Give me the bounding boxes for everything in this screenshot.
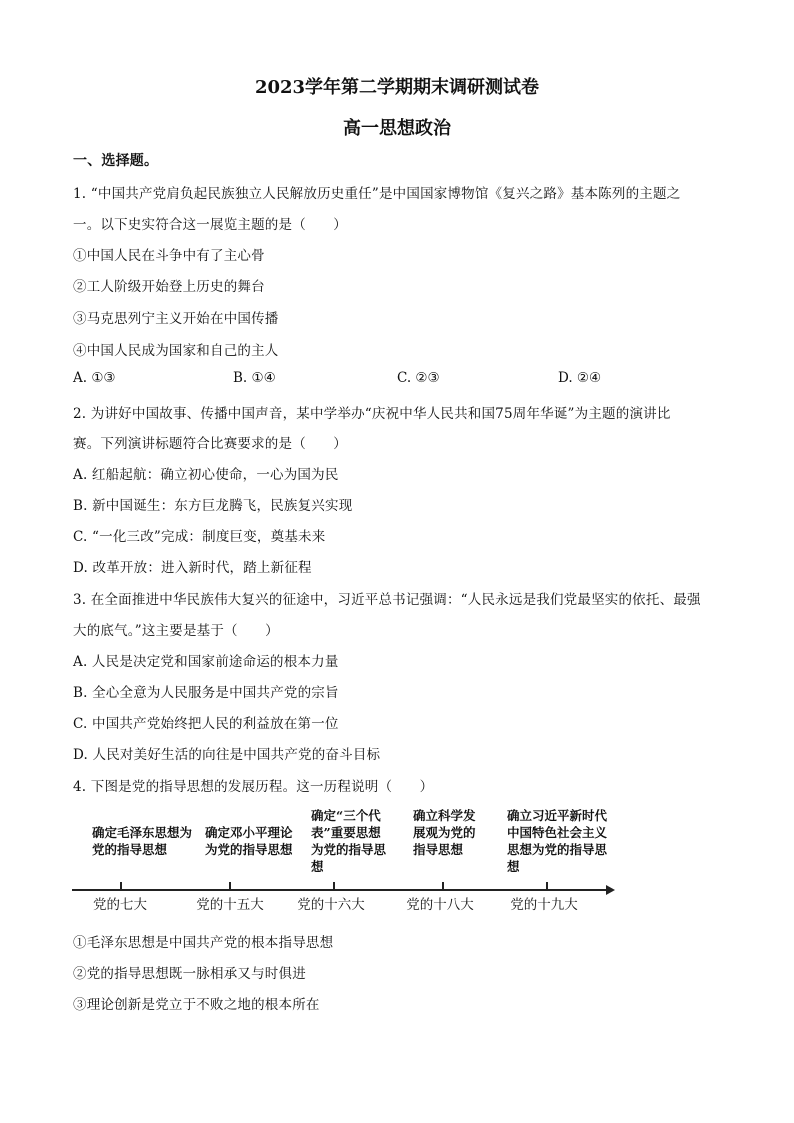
option-c: C. “一化三改”完成：制度巨变，奠基未来 <box>73 529 326 545</box>
statement-item: ①毛泽东思想是中国共产党的根本指导思想 <box>73 935 334 951</box>
congress-label: 党的十八大 <box>406 897 474 913</box>
congress-label: 党的十九大 <box>510 897 578 913</box>
statement-item: ①中国人民在斗争中有了主心骨 <box>73 248 265 264</box>
question-text: 赛。下列演讲标题符合比赛要求的是（ ） <box>73 436 347 452</box>
timeline-tick <box>229 882 231 890</box>
option-c: C. ②③ <box>397 370 440 386</box>
statement-item: ③马克思列宁主义开始在中国传播 <box>73 311 279 327</box>
timeline-label: 确定邓小平理论为党的指导思想 <box>205 825 293 857</box>
statement-item: ②党的指导思想既一脉相承又与时俱进 <box>73 966 306 982</box>
question-text: 4. 下图是党的指导思想的发展历程。这一历程说明（ ） <box>73 779 434 795</box>
option-a: A. 红船起航：确立初心使命，一心为国为民 <box>73 467 339 483</box>
statement-item: ③理论创新是党立于不败之地的根本所在 <box>73 997 320 1013</box>
section-heading: 一、选择题。 <box>73 153 159 169</box>
timeline-label: 确定“三个代表”重要思想为党的指导思想 <box>311 808 387 874</box>
statement-item: ②工人阶级开始登上历史的舞台 <box>73 279 265 295</box>
option-a: A. 人民是决定党和国家前途命运的根本力量 <box>73 654 339 670</box>
option-b: B. 新中国诞生：东方巨龙腾飞，民族复兴实现 <box>73 498 353 514</box>
congress-label: 党的十六大 <box>297 897 365 913</box>
timeline-tick <box>120 882 122 890</box>
option-b: B. ①④ <box>233 370 276 386</box>
option-d: D. 改革开放：进入新时代，踏上新征程 <box>73 560 312 576</box>
option-d: D. ②④ <box>558 370 602 386</box>
timeline-axis <box>72 889 608 891</box>
question-text: 一。以下史实符合这一展览主题的是（ ） <box>73 217 347 233</box>
option-b: B. 全心全意为人民服务是中国共产党的宗旨 <box>73 685 339 701</box>
timeline-label: 确立习近平新时代中国特色社会主义思想为党的指导思想 <box>507 808 608 874</box>
congress-label: 党的十五大 <box>196 897 264 913</box>
question-text: 3. 在全面推进中华民族伟大复兴的征途中，习近平总书记强调：“人民永远是我们党最坚实的依托、最强 <box>73 592 701 608</box>
exam-title: 2023学年第二学期期末调研测试卷 <box>254 77 540 98</box>
timeline-tick <box>442 882 444 890</box>
arrow-right-icon <box>606 885 615 895</box>
exam-subtitle: 高一思想政治 <box>343 118 451 139</box>
statement-item: ④中国人民成为国家和自己的主人 <box>73 343 279 359</box>
answer-options <box>73 370 653 388</box>
option-c: C. 中国共产党始终把人民的利益放在第一位 <box>73 716 339 732</box>
congress-label: 党的七大 <box>93 897 147 913</box>
timeline-tick <box>546 882 548 890</box>
option-a: A. ①③ <box>73 370 116 386</box>
question-text: 2. 为讲好中国故事、传播中国声音，某中学举办“庆祝中华人民共和国75周年华诞”为主题的演讲比 <box>73 406 671 422</box>
timeline-label: 确立科学发展观为党的指导思想 <box>413 808 476 857</box>
timeline-label: 确定毛泽东思想为党的指导思想 <box>92 825 193 857</box>
question-text: 大的底气。”这主要是基于（ ） <box>73 623 279 639</box>
timeline-tick <box>333 882 335 890</box>
option-d: D. 人民对美好生活的向往是中国共产党的奋斗目标 <box>73 747 381 763</box>
question-text: 1. “中国共产党肩负起民族独立人民解放历史重任”是中国国家博物馆《复兴之路》基本陈列的主题之 <box>73 186 681 202</box>
